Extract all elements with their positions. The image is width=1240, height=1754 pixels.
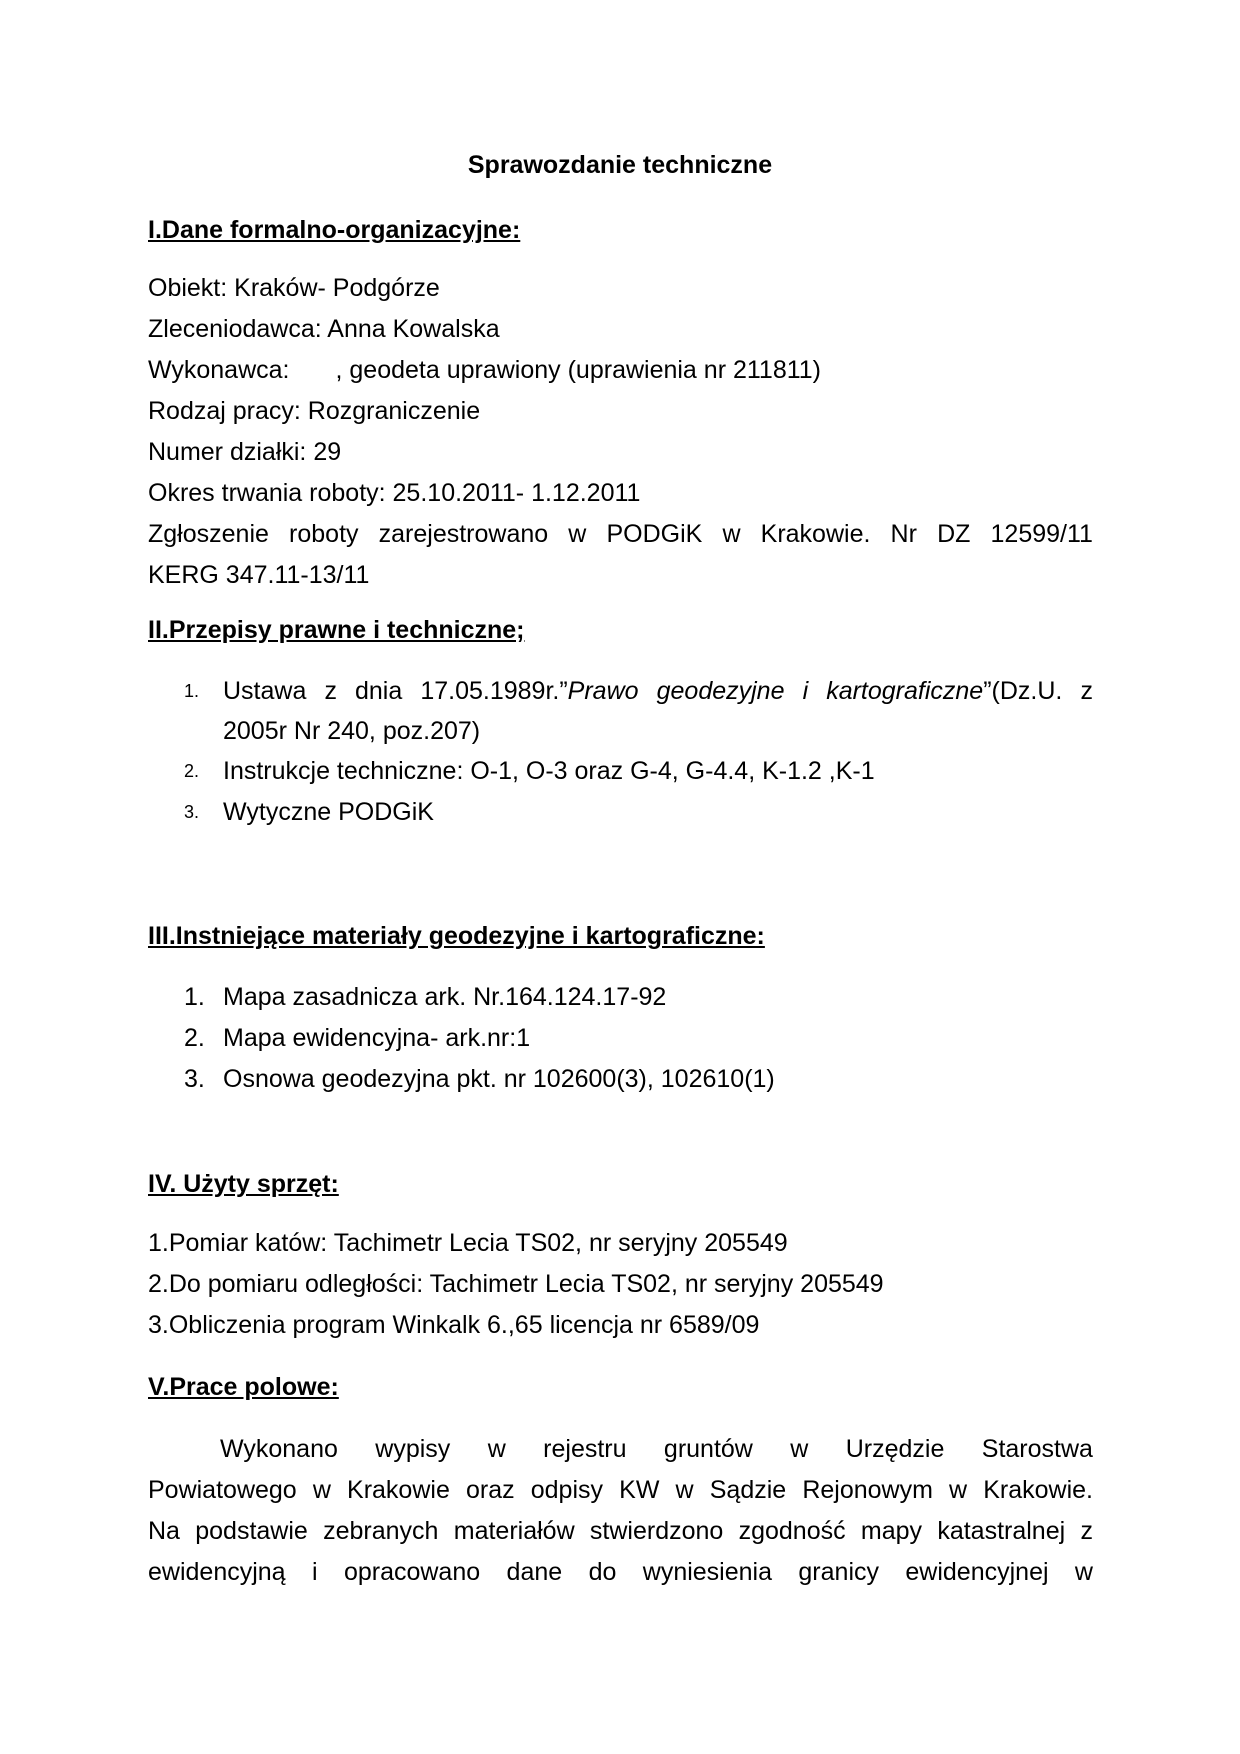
- word: Rejonowym: [802, 1476, 933, 1504]
- word: z: [1080, 1517, 1093, 1545]
- word: ”(Dz.U.: [983, 677, 1063, 705]
- word: z: [324, 677, 337, 705]
- word: zebranych: [323, 1517, 439, 1545]
- list-item-mapa-zasadnicza: Mapa zasadnicza ark. Nr.164.124.17-92: [223, 983, 667, 1011]
- word: w: [1074, 1558, 1093, 1586]
- word: z: [1080, 677, 1093, 705]
- word: granicy: [798, 1558, 879, 1586]
- word: w: [675, 1476, 694, 1504]
- section-5-heading: V.Prace polowe:: [148, 1373, 339, 1401]
- word: wypisy: [375, 1435, 451, 1463]
- word: rejestru: [543, 1435, 627, 1463]
- list-number: 3.: [184, 802, 200, 822]
- word: zarejestrowano: [378, 520, 549, 548]
- section-3-heading: III.Instniejące materiały geodezyjne i kartograficzne:: [148, 922, 765, 950]
- okres-trwania-line: Okres trwania roboty: 25.10.2011- 1.12.2011: [148, 479, 641, 507]
- word: mapy: [860, 1517, 923, 1545]
- word: Zgłoszenie: [148, 520, 269, 548]
- italic-word: kartograficzne: [826, 677, 984, 705]
- list-number: 2.: [184, 1024, 205, 1052]
- word: odpisy: [530, 1476, 604, 1504]
- list-number: 2.: [184, 761, 200, 781]
- paragraph-line-3: [148, 1514, 1093, 1548]
- word: Wykonano: [220, 1435, 338, 1463]
- section-2-heading: II.Przepisy prawne i techniczne;: [148, 616, 525, 644]
- list-item-ustawa-line-1: [223, 674, 1093, 708]
- word: Krakowie.: [760, 520, 871, 548]
- word: Krakowie: [347, 1476, 450, 1504]
- paragraph-line-1: [148, 1432, 1093, 1466]
- word: dane: [506, 1558, 563, 1586]
- word-with-title-end: [826, 674, 1062, 708]
- zgloszenie-line-2: KERG 347.11-13/11: [148, 561, 370, 589]
- zgloszenie-line-1: [148, 517, 1093, 551]
- paragraph-line-4: [148, 1555, 1093, 1589]
- word: ewidencyjnej: [905, 1558, 1049, 1586]
- word: w: [312, 1476, 331, 1504]
- word: oraz: [465, 1476, 515, 1504]
- word: materiałów: [453, 1517, 575, 1545]
- word: Nr: [890, 520, 917, 548]
- paragraph-line-2: [148, 1473, 1093, 1507]
- list-item-instrukcje: Instrukcje techniczne: O-1, O-3 oraz G-4, G-4.4, K-1.2 ,K-1: [223, 757, 875, 785]
- word: i: [311, 1558, 318, 1586]
- list-item-ustawa-line-2: 2005r Nr 240, poz.207): [223, 717, 481, 745]
- word-with-title: [420, 674, 638, 708]
- word: PODGiK: [606, 520, 703, 548]
- word: w: [487, 1435, 506, 1463]
- equipment-line: 1.Pomiar katów: Tachimetr Lecia TS02, nr seryjny 205549: [148, 1229, 788, 1257]
- word: KW: [619, 1476, 660, 1504]
- word: 17.05.1989r.”: [420, 677, 568, 705]
- word: Ustawa: [223, 677, 307, 705]
- word: Urzędzie: [845, 1435, 945, 1463]
- word: DZ: [937, 520, 971, 548]
- list-number: 1.: [184, 681, 200, 701]
- word: opracowano: [343, 1558, 481, 1586]
- word: w: [949, 1476, 968, 1504]
- wykonawca-label: Wykonawca:: [148, 356, 290, 384]
- word: w: [722, 520, 741, 548]
- word: dnia: [355, 677, 403, 705]
- word: katastralnej: [937, 1517, 1066, 1545]
- word: roboty: [289, 520, 359, 548]
- list-item-wytyczne: Wytyczne PODGiK: [223, 798, 434, 826]
- section-4-heading: IV. Użyty sprzęt:: [148, 1170, 339, 1198]
- list-number: 3.: [184, 1065, 205, 1093]
- word: Powiatowego: [148, 1476, 297, 1504]
- list-item-mapa-ewidencyjna: Mapa ewidencyjna- ark.nr:1: [223, 1024, 531, 1052]
- document-title: Sprawozdanie techniczne: [467, 151, 773, 179]
- list-number: 1.: [184, 983, 205, 1011]
- word: w: [568, 520, 587, 548]
- zleceniodawca-line: Zleceniodawca: Anna Kowalska: [148, 315, 500, 343]
- rodzaj-pracy-line: Rodzaj pracy: Rozgraniczenie: [148, 397, 481, 425]
- word: zgodność: [738, 1517, 846, 1545]
- italic-word: geodezyjne: [656, 677, 785, 705]
- word: Krakowie.: [983, 1476, 1093, 1504]
- word: w: [790, 1435, 809, 1463]
- word: podstawie: [195, 1517, 308, 1545]
- word: ewidencyjną: [148, 1558, 286, 1586]
- numer-dzialki-line: Numer działki: 29: [148, 438, 342, 466]
- italic-word: i: [802, 677, 809, 705]
- list-item-osnowa: Osnowa geodezyjna pkt. nr 102600(3), 102610(1): [223, 1065, 775, 1093]
- word: wyniesienia: [642, 1558, 773, 1586]
- word: Sądzie: [709, 1476, 787, 1504]
- word: Starostwa: [981, 1435, 1093, 1463]
- equipment-line: 2.Do pomiaru odległości: Tachimetr Lecia TS02, nr seryjny 205549: [148, 1270, 884, 1298]
- wykonawca-line: [148, 353, 821, 387]
- word: Na: [148, 1517, 180, 1545]
- word: stwierdzono: [589, 1517, 724, 1545]
- obiekt-line: Obiekt: Kraków- Podgórze: [148, 274, 440, 302]
- word: do: [588, 1558, 617, 1586]
- wykonawca-details: , geodeta uprawiony (uprawienia nr 211811): [335, 356, 821, 384]
- word: 12599/11: [990, 520, 1093, 548]
- section-1-heading: I.Dane formalno-organizacyjne:: [148, 216, 521, 244]
- equipment-line: 3.Obliczenia program Winkalk 6.,65 licencja nr 6589/09: [148, 1311, 760, 1339]
- word: gruntów: [663, 1435, 753, 1463]
- italic-word: Prawo: [567, 677, 639, 705]
